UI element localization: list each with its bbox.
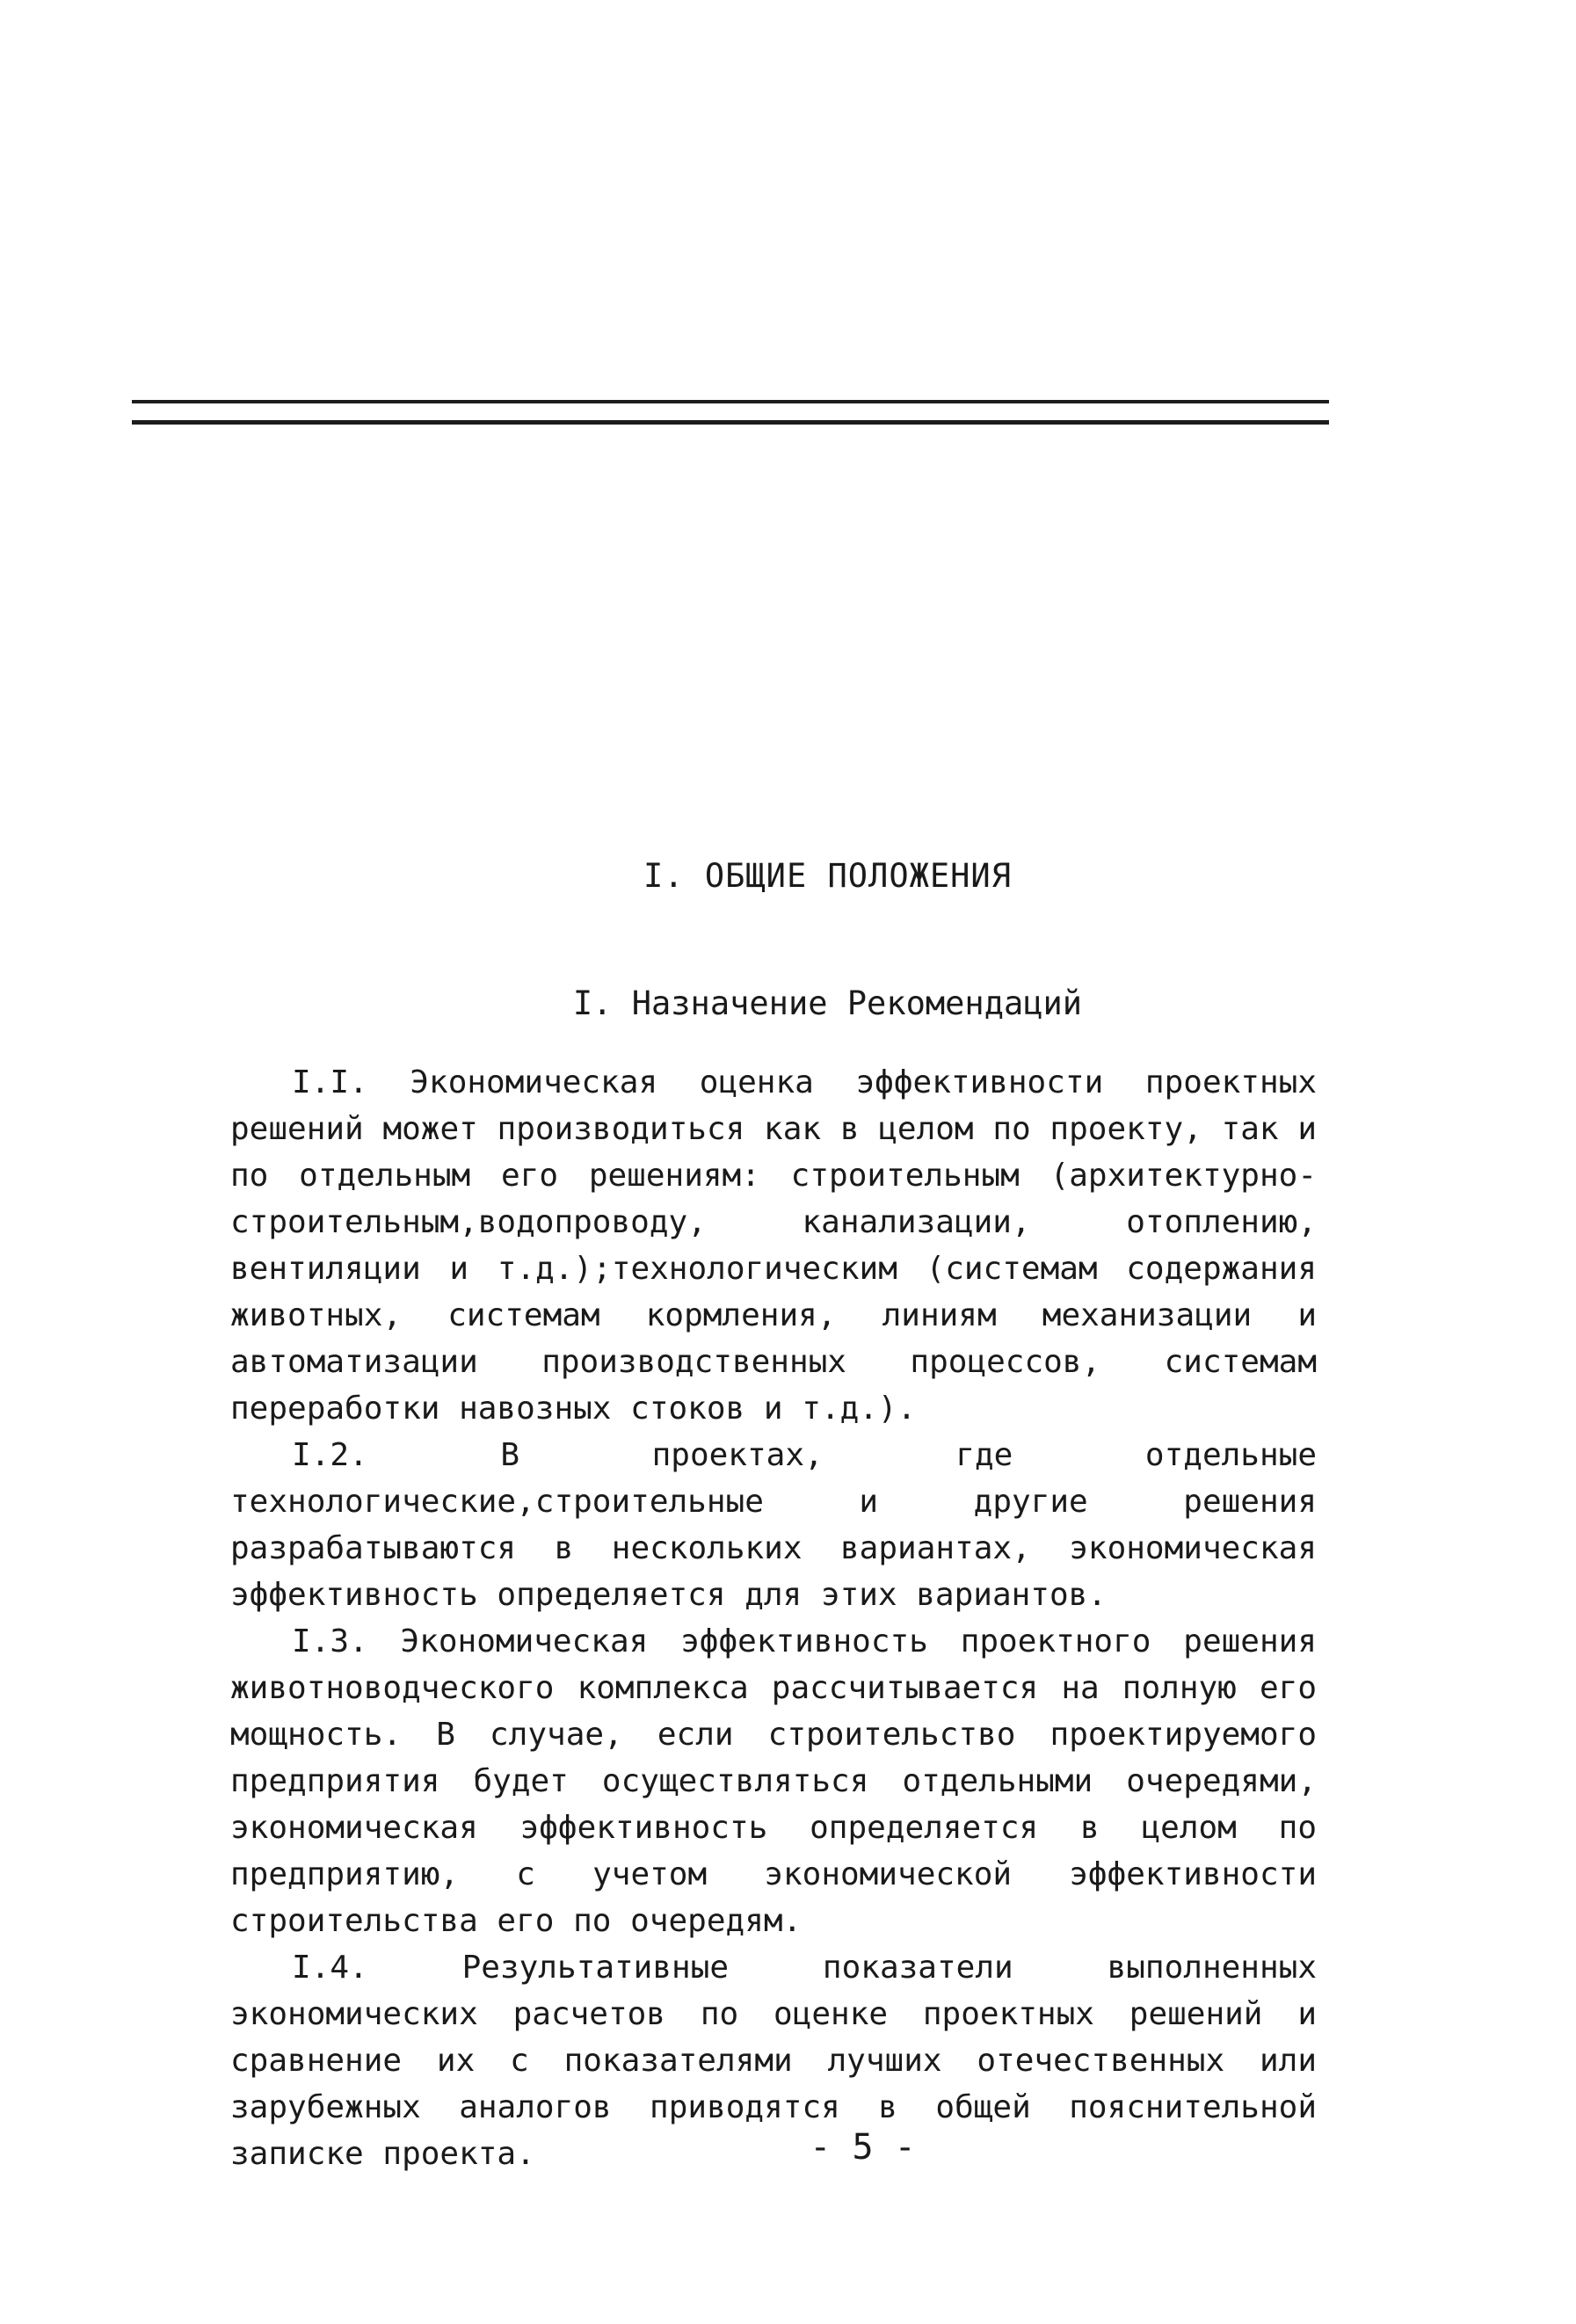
section-title: I. ОБЩИЕ ПОЛОЖЕНИЯ — [643, 857, 1012, 895]
header-rule-top — [132, 400, 1329, 403]
header-rule-bottom — [132, 420, 1329, 425]
paragraph-1-4: I.4. Результативные показатели выполненных экономических расчетов по оценке проектных решений и сравнение их с показателями лучших отечественных или зарубежных аналогов приводятся в общей пояснительной записке проекта. — [230, 1950, 1317, 2172]
page-number: - 5 - — [810, 2127, 916, 2168]
paragraph-1-3: I.3. Экономическая эффективность проектного решения животноводческого комплекса рассчитывается на полную его мощность. В случае, если строительство проектируемого предприятия будет осуществляться отдельными очередями, экономическая эффективность определяется в целом по предприятию, с учетом экономической эффективности строительства его по очередям. — [230, 1623, 1317, 1939]
paragraph-1-1: I.I. Экономическая оценка эффективности проектных решений может производиться как в целом по проекту, так и по отдельным его решениям: строительным (архитектурно-строительным,водопроводу, канализации, отоплению, вентиляции и т.д.);технологическим (системам содержания животных, системам кормления, линиям механизации и автоматизации производственных процессов, системам переработки навозных стоков и т.д.). — [230, 1064, 1317, 1427]
subsection-title: I. Назначение Рекомендаций — [572, 984, 1083, 1022]
paragraph-1-2: I.2. В проектах, где отдельные технологические,строительные и другие решения разрабатываются в нескольких вариантах, экономическая эффективность определяется для этих вариантов. — [230, 1437, 1317, 1613]
body-text — [230, 1059, 1317, 2177]
